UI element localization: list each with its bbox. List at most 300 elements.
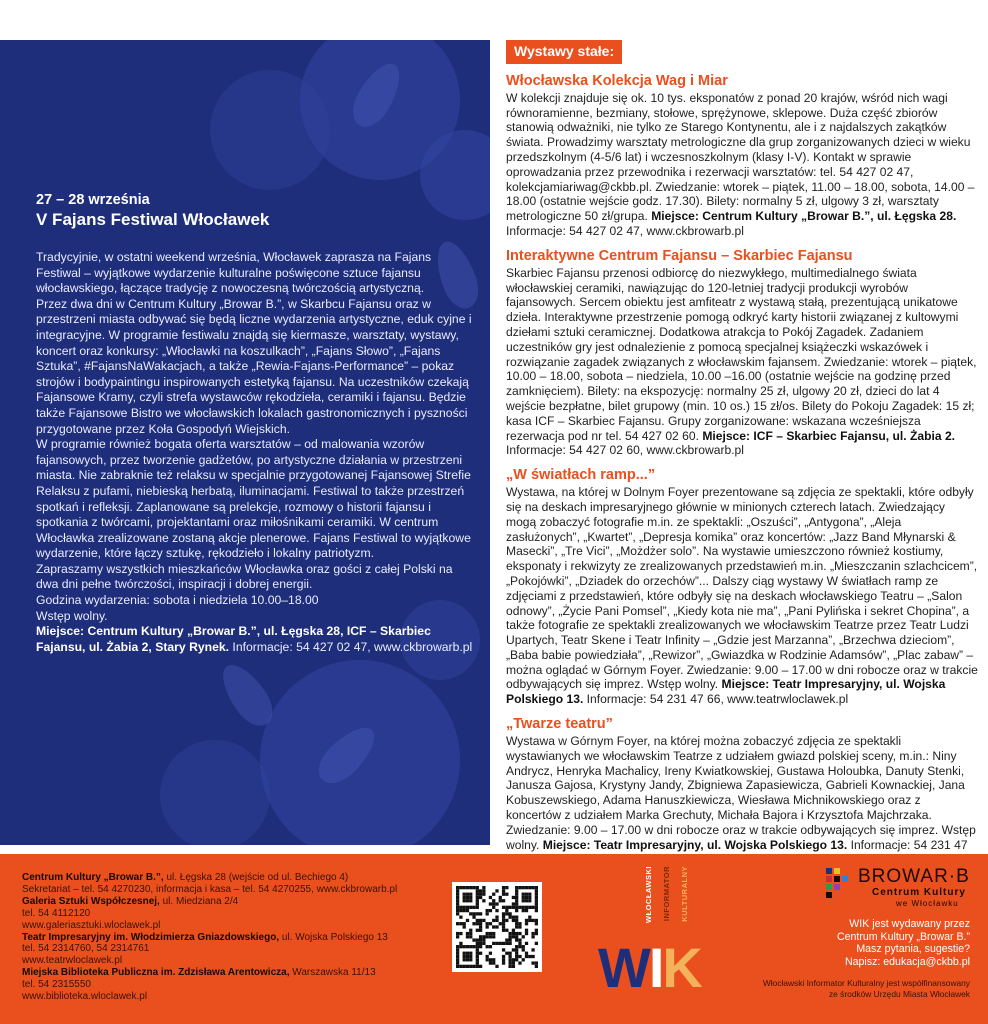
qr-module <box>522 899 525 902</box>
qr-module <box>535 906 538 909</box>
qr-module <box>512 965 515 968</box>
qr-module <box>508 958 511 961</box>
qr-module <box>512 958 515 961</box>
qr-module <box>479 925 482 928</box>
qr-module <box>479 938 482 941</box>
qr-module <box>463 952 466 955</box>
qr-module <box>476 955 479 958</box>
qr-module <box>486 925 489 928</box>
qr-module <box>479 919 482 922</box>
contact-line: tel. 54 4112120 <box>22 907 91 919</box>
qr-module <box>502 955 505 958</box>
qr-module <box>492 958 495 961</box>
qr-module <box>476 929 479 932</box>
qr-module <box>515 952 518 955</box>
qr-module <box>502 922 505 925</box>
qr-module <box>508 955 511 958</box>
qr-module <box>531 961 534 964</box>
exhibition-place: Miejsce: Teatr Impresaryjny, ul. Wojska Polskiego 13. <box>506 677 946 707</box>
qr-module <box>459 922 462 925</box>
qr-module <box>535 919 538 922</box>
qr-module <box>476 912 479 915</box>
qr-module <box>522 896 525 899</box>
footer <box>0 854 988 1024</box>
qr-module <box>535 899 538 902</box>
qr-module <box>505 906 508 909</box>
qr-module <box>469 958 472 961</box>
qr-module <box>492 925 495 928</box>
qr-module <box>495 889 498 892</box>
exhibition-info: Informacje: 54 231 47 66, www.teatrwloclawek.pl <box>583 692 849 707</box>
qr-module <box>469 965 472 968</box>
qr-module <box>463 909 466 912</box>
qr-module <box>472 912 475 915</box>
qr-module <box>531 886 534 889</box>
qr-module <box>456 909 459 912</box>
qr-module <box>528 896 531 899</box>
qr-module <box>486 912 489 915</box>
exhibition-title: „W światłach ramp...” <box>506 467 656 484</box>
qr-module <box>466 935 469 938</box>
qr-module <box>502 893 505 896</box>
qr-module <box>535 965 538 968</box>
qr-module <box>476 922 479 925</box>
festival-panel <box>0 40 490 845</box>
qr-module <box>482 938 485 941</box>
qr-module <box>456 899 459 902</box>
qr-module <box>482 899 485 902</box>
qr-module <box>466 896 469 899</box>
qr-module <box>476 906 479 909</box>
qr-module <box>466 952 469 955</box>
qr-module <box>489 961 492 964</box>
qr-module <box>495 925 498 928</box>
qr-module <box>469 932 472 935</box>
qr-module <box>492 899 495 902</box>
qr-module <box>531 906 534 909</box>
qr-module <box>492 935 495 938</box>
qr-module <box>502 961 505 964</box>
qr-module <box>472 945 475 948</box>
qr-module <box>531 955 534 958</box>
qr-module <box>522 948 525 951</box>
qr-module <box>463 906 466 909</box>
qr-module <box>463 925 466 928</box>
qr-module <box>476 886 479 889</box>
qr-module <box>476 952 479 955</box>
qr-module <box>505 919 508 922</box>
qr-module <box>463 922 466 925</box>
qr-module <box>515 922 518 925</box>
exhibition-text: W kolekcji znajduje się ok. 10 tys. eksponatów z ponad 20 krajów, wśród nich wagi równoramienne, bezmiany, stołowe, sprężynowe, sklepowe. Duża część zbiorów stanowią odważniki, nie tylko ze Starego Kontynentu, ale i z najdalszych zakątków świata. Prowadzimy warsztaty metrologiczne dla grup zorganizowanych dzieci w wieku przedszkolnym (4-5/6 lat) i wczesnoszkolnym (klasy I-V). Kontakt w sprawie oprowadzania przez przewodnika i rezerwacji warsztatów: tel. 54 427 02 47, kolekcjamiariwag@ckbb.pl. Zwiedzanie: wtorek – piątek, 11.00 – 18.00, sobota, 14.00 – 18.00 (ostatnie wejście godz. 17.30). Bilety: normalny 5 zł, ulgowy 3 zł, warsztaty metrologiczne 50 zł/grupa. <box>506 90 975 224</box>
qr-module <box>525 919 528 922</box>
qr-module <box>512 961 515 964</box>
exhibition-title: „Twarze teatru” <box>506 716 613 733</box>
exhibition-description <box>506 266 978 458</box>
qr-module <box>525 906 528 909</box>
qr-module <box>495 942 498 945</box>
qr-module <box>486 909 489 912</box>
qr-module <box>476 896 479 899</box>
qr-module <box>456 912 459 915</box>
contact-line: tel. 54 2314760, 54 2314761 <box>22 943 150 955</box>
floral-ornament <box>210 70 330 190</box>
festival-entry: Wstęp wolny. <box>36 608 108 623</box>
qr-module <box>515 916 518 919</box>
qr-module <box>492 919 495 922</box>
qr-module <box>463 893 466 896</box>
qr-module <box>515 948 518 951</box>
exhibition-description <box>506 91 978 239</box>
qr-module <box>528 955 531 958</box>
exhibition-text: Wystawa w Górnym Foyer, na której można zobaczyć zdjęcia ze spektakli wystawianych we włocławskim Teatrze z udziałem gwiazd polskiej sceny, m.in.: Niny Andrycz, Henryka Machalicy, Ireny Kwiatkowskiej, Gustawa Holoubka, Danuty Stenki, Janusza Gajosa, Krystyny Jandy, Zbigniewa Zapasiewicza, Gabrieli Kownackiej, Jana Kobuszewskiego, Adama Hanuszkiewicza, Wiesława Michnikowskiego oraz z koncertów z udziałem Marka Grechuty, Michała Bajora i Krzysztofa Majchrzaka. Zwiedzanie: 9.00 – 17.00 w dni robocze oraz w trakcie odbywających się imprez. Wstęp wolny. <box>506 734 976 852</box>
qr-module <box>459 916 462 919</box>
qr-module <box>472 906 475 909</box>
qr-module <box>479 935 482 938</box>
qr-module <box>515 935 518 938</box>
qr-module <box>505 942 508 945</box>
festival-place-bold: Miejsce: Centrum Kultury „Browar B.”, ul. Łęgska 28, ICF – Skarbiec Fajansu, ul. Żabia 2, Stary Rynek. <box>36 624 431 654</box>
qr-module <box>535 889 538 892</box>
exhibition-description <box>506 485 978 707</box>
exhibition-place: Miejsce: Teatr Impresaryjny, ul. Wojska Polskiego 13. <box>542 837 848 852</box>
qr-module <box>463 899 466 902</box>
qr-module <box>466 906 469 909</box>
qr-module <box>482 942 485 945</box>
qr-module <box>472 916 475 919</box>
qr-module <box>479 952 482 955</box>
qr-module <box>489 945 492 948</box>
qr-module <box>518 945 521 948</box>
qr-module <box>466 932 469 935</box>
qr-module <box>492 902 495 905</box>
qr-module <box>505 893 508 896</box>
qr-module <box>522 935 525 938</box>
qr-module <box>482 893 485 896</box>
qr-module <box>512 916 515 919</box>
qr-module <box>515 958 518 961</box>
qr-module <box>499 896 502 899</box>
qr-module <box>528 886 531 889</box>
qr-module <box>502 948 505 951</box>
festival-hours: Godzina wydarzenia: sobota i niedziela 10.00–18.00 <box>36 593 319 608</box>
qr-module <box>515 945 518 948</box>
qr-module <box>522 945 525 948</box>
qr-module <box>459 945 462 948</box>
qr-module <box>492 961 495 964</box>
qr-module <box>489 896 492 899</box>
qr-module <box>456 902 459 905</box>
qr-module <box>515 893 518 896</box>
qr-module <box>456 952 459 955</box>
qr-module <box>466 909 469 912</box>
qr-module <box>502 906 505 909</box>
qr-module <box>515 902 518 905</box>
wik-vertical-label: KULTURALNY <box>680 866 689 922</box>
qr-module <box>469 935 472 938</box>
qr-module <box>531 935 534 938</box>
wik-vertical-label: WŁOCŁAWSKI <box>644 866 653 924</box>
qr-module <box>508 935 511 938</box>
festival-paragraph: Zapraszamy wszystkich mieszkańców Włocławka oraz gości z całej Polski na dwa dni pełne twórczości, inspiracji i dobrej energii. <box>36 561 453 592</box>
exhibition-text: Wystawa, na której w Dolnym Foyer prezentowane są zdjęcia ze spektakli, które odbyły się na deskach impresaryjnego głównie w minionych czterech latach. Zwiedzający mogą zobaczyć fotografie m.in. ze spektakli: „Oszuści”, „Antygona”, „Aleja zasłużonych”, „Kwartet”, „Depresja komika” oraz koncertów: „Jazz Band Młynarski & Masecki”, „Tre Vici”, „Możdżer solo”. Na wystawie umieszczono również kostiumy, eksponaty i rekwizyty ze zrealizowanych przedstawień m.in. „Mieszczanin szlachcicem”, „Pokojówki”, „Dziadek do orzechów”... Dalszy ciąg wystawy W światłach ramp ze zdjęciami z przedstawień, które odbyły się na deskach włocławskiego Teatru – „Salon odnowy”, „Życie Pani Pomsel”, „Kiedy kota nie ma”, „Pani Pylińska i sekret Chopina”, a także fotografie ze spektakli zrealizowanych we włocławskim Teatrze przez Teatr Ludzi Upartych, Teatr Skene i Teatr Infinity – „Gdzie jest Marzanna”, „Brzechwa dzieciom”, „Baba babie powiedziała”, „Rewizor”, „Gwiazdka w Rodzinie Adamsów”, „Plac zabaw” – można oglądać w Górnym Foyer. Zwiedzanie: 9.00 – 17.00 w dni robocze oraz w trakcie odbywających się imprez. Wstęp wolny. <box>506 485 978 692</box>
qr-module <box>472 922 475 925</box>
qr-module <box>495 916 498 919</box>
qr-module <box>469 896 472 899</box>
browar-logo-name: BROWAR·B <box>858 866 970 887</box>
qr-module <box>489 922 492 925</box>
qr-module <box>459 965 462 968</box>
qr-module <box>502 919 505 922</box>
exhibition-info: Informacje: 54 427 02 60, www.ckbrowarb.pl <box>506 443 744 458</box>
festival-paragraph: W programie również bogata oferta warsztatów – od malowania wzorów fajansowych, przez tworzenie gadżetów, po artystyczne działania w przestrzeni miasta. Nie zabraknie też relaksu w specjalnie przygotowanej Fajansowej Strefie Relaksu z pufami, niebieską herbatą, iluminacjami. Festiwal to także przestrzeń spotkań i refleksji. Zaplanowane są prelekcje, rozmowy o historii fajansu i spotkania z twórcami, projektantami oraz miłośnikami ceramiki. W centrum Włocławka zrealizowane zostaną akcje plenerowe. Fajans Festiwal to wyjątkowe wydarzenie, które łączy sztukę, rękodzieło i lokalny patriotyzm. <box>36 437 471 561</box>
browar-logo-icon <box>824 866 854 906</box>
qr-module <box>492 932 495 935</box>
qr-module <box>522 909 525 912</box>
qr-module <box>535 902 538 905</box>
qr-module <box>518 925 521 928</box>
qr-module <box>535 929 538 932</box>
qr-module <box>531 932 534 935</box>
qr-module <box>456 889 459 892</box>
wik-vertical-label: INFORMATOR <box>662 866 671 922</box>
qr-module <box>508 942 511 945</box>
qr-module <box>535 896 538 899</box>
festival-paragraph: Tradycyjnie, w ostatni weekend września, Włocławek zaprasza na Fajans Festiwal – wyjątkowe wydarzenie kulturalne poświęcone sztuce fajansu włocławskiego, łączące tradycję z nowoczesną twórczością artystyczną. <box>36 250 432 296</box>
qr-module <box>525 909 528 912</box>
qr-module <box>469 945 472 948</box>
qr-module <box>508 912 511 915</box>
qr-module <box>535 909 538 912</box>
contact-link[interactable]: www.biblioteka.wloclawek.pl <box>22 991 148 1003</box>
exhibition-place: Miejsce: Centrum Kultury „Browar B.”, ul. Łęgska 28. <box>651 209 957 224</box>
browar-logo-subtitle: Centrum Kultury <box>872 887 966 898</box>
qr-module <box>489 909 492 912</box>
qr-module <box>518 886 521 889</box>
qr-module <box>535 932 538 935</box>
qr-module <box>515 886 518 889</box>
qr-module <box>512 902 515 905</box>
qr-module <box>459 886 462 889</box>
qr-module <box>515 955 518 958</box>
contact-line: tel. 54 2315550 <box>22 979 91 991</box>
qr-module <box>528 919 531 922</box>
exhibition-place: Miejsce: ICF – Skarbiec Fajansu, ul. Żabia 2. <box>702 428 956 443</box>
qr-module <box>456 961 459 964</box>
qr-module <box>469 929 472 932</box>
qr-module <box>482 889 485 892</box>
qr-module <box>479 942 482 945</box>
qr-module <box>515 889 518 892</box>
qr-module <box>502 929 505 932</box>
qr-module <box>456 886 459 889</box>
qr-module <box>515 919 518 922</box>
qr-code-icon <box>456 886 538 968</box>
qr-module <box>515 906 518 909</box>
qr-module <box>528 916 531 919</box>
qr-module <box>459 909 462 912</box>
qr-module <box>489 932 492 935</box>
qr-module <box>502 899 505 902</box>
qr-module <box>479 912 482 915</box>
qr-module <box>479 893 482 896</box>
contact-line: Teatr Impresaryjny im. Włodzimierza Gniazdowskiego, ul. Wojska Polskiego 13 <box>22 931 388 943</box>
qr-module <box>512 919 515 922</box>
qr-module <box>505 886 508 889</box>
qr-module <box>499 942 502 945</box>
qr-module <box>479 889 482 892</box>
qr-module <box>456 893 459 896</box>
qr-module <box>508 952 511 955</box>
qr-module <box>466 899 469 902</box>
qr-module <box>505 952 508 955</box>
qr-module <box>502 925 505 928</box>
qr-module <box>466 893 469 896</box>
qr-module <box>472 886 475 889</box>
qr-module <box>486 945 489 948</box>
qr-module <box>469 893 472 896</box>
qr-module <box>472 938 475 941</box>
qr-module <box>463 958 466 961</box>
qr-module <box>492 893 495 896</box>
qr-module <box>512 932 515 935</box>
qr-module <box>459 906 462 909</box>
festival-place <box>36 624 476 655</box>
qr-module <box>525 922 528 925</box>
qr-module <box>459 932 462 935</box>
qr-module <box>525 929 528 932</box>
qr-module <box>472 965 475 968</box>
qr-module <box>466 886 469 889</box>
qr-module <box>495 909 498 912</box>
qr-module <box>466 919 469 922</box>
qr-module <box>505 929 508 932</box>
qr-module <box>476 938 479 941</box>
qr-module <box>508 938 511 941</box>
qr-module <box>502 886 505 889</box>
qr-module <box>505 938 508 941</box>
qr-module <box>525 896 528 899</box>
qr-module <box>518 942 521 945</box>
qr-module <box>486 935 489 938</box>
qr-module <box>476 958 479 961</box>
exhibition-description <box>506 734 978 867</box>
qr-module <box>466 958 469 961</box>
qr-code[interactable] <box>452 882 542 972</box>
exhibitions-column <box>506 40 978 867</box>
qr-module <box>499 922 502 925</box>
qr-module <box>479 945 482 948</box>
exhibition-info: Informacje: 54 231 47 <box>850 837 968 852</box>
qr-module <box>463 886 466 889</box>
qr-module <box>463 965 466 968</box>
qr-module <box>505 909 508 912</box>
qr-module <box>512 935 515 938</box>
wik-logo: WIK <box>598 936 701 999</box>
qr-module <box>512 896 515 899</box>
qr-module <box>499 899 502 902</box>
footer-funding-note: Włocławski Informator Kulturalny jest współfinansowany ze środków Urzędu Miasta Włocławek <box>762 978 970 999</box>
qr-module <box>515 899 518 902</box>
qr-module <box>515 909 518 912</box>
qr-module <box>515 896 518 899</box>
qr-module <box>469 912 472 915</box>
qr-module <box>512 906 515 909</box>
qr-module <box>476 942 479 945</box>
qr-module <box>456 906 459 909</box>
qr-module <box>535 942 538 945</box>
qr-module <box>495 965 498 968</box>
contact-link[interactable]: www.teatrwloclawek.pl <box>22 955 123 967</box>
contact-email-link[interactable]: Napisz: edukacja@ckbb.pl <box>845 955 970 968</box>
qr-module <box>518 932 521 935</box>
contact-link[interactable]: www.galeriasztuki.wloclawek.pl <box>22 919 161 931</box>
qr-module <box>531 919 534 922</box>
contact-line: Centrum Kultury „Browar B.”, ul. Łęgska 28 (wejście od ul. Bechiego 4) <box>22 872 349 883</box>
qr-module <box>525 932 528 935</box>
qr-module <box>469 899 472 902</box>
qr-module <box>528 899 531 902</box>
qr-module <box>505 912 508 915</box>
qr-module <box>486 958 489 961</box>
floral-ornament <box>160 740 270 845</box>
qr-module <box>456 965 459 968</box>
qr-module <box>489 902 492 905</box>
qr-module <box>469 886 472 889</box>
qr-module <box>469 906 472 909</box>
qr-module <box>522 893 525 896</box>
qr-module <box>456 935 459 938</box>
qr-module <box>466 955 469 958</box>
qr-module <box>492 906 495 909</box>
exhibition-text: Skarbiec Fajansu przenosi odbiorcę do niezwykłego, multimedialnego świata włocławskiej ceramiki, nawiązując do 120-letniej tradycji produkcji wyrobów fajansowych. Sercem obiektu jest amfiteatr z wystawą stałą, prezentującą unikatowe dzieła. Interaktywne przestrzenie pomogą odkryć karty historii związanej z kultowymi dziełami sztuki ceramicznej. Dodatkowa atrakcja to Pokój Zagadek. Zadaniem uczestników gry jest odnalezienie z pomocą specjalnej książeczki wskazówek i rozwiązanie zagadek związanych z włocławskim fajansem. Zwiedzanie: wtorek – piątek, 10.00 – 18.00, sobota – niedziela, 10.00 –16.00 (ostatnie wejście na godzinę przed zamknięciem). Bilety: na ekspozycję: normalny 25 zł, ulgowy 20 zł, dzieci do lat 4 wejście bezpłatne, bilet grupowy (min. 10 os.) 15 zł/os. Bilety do Pokoju Zagadek: 15 zł; kasa ICF – Skarbiec Fajansu. Grupy zorganizowane: wskazana wcześniejsza rezerwacja pod nr tel. 54 427 02 60. <box>506 265 977 443</box>
browar-logo-city: we Włocławku <box>896 899 959 908</box>
qr-module <box>508 965 511 968</box>
qr-module <box>518 922 521 925</box>
qr-module <box>456 955 459 958</box>
qr-module <box>476 919 479 922</box>
festival-description <box>36 250 476 655</box>
qr-module <box>518 961 521 964</box>
contact-line: Miejska Biblioteka Publiczna im. Zdzisława Arentowicza, Warszawska 11/13 <box>22 967 376 979</box>
qr-module <box>518 906 521 909</box>
qr-module <box>508 932 511 935</box>
qr-module <box>479 965 482 968</box>
qr-module <box>508 916 511 919</box>
qr-module <box>535 886 538 889</box>
contact-line: Sekretariat – tel. 54 4270230, informacja i kasa – tel. 54 4270255, www.ckbrowarb.pl <box>22 883 398 895</box>
qr-module <box>482 919 485 922</box>
qr-module <box>502 912 505 915</box>
qr-module <box>528 906 531 909</box>
qr-module <box>535 961 538 964</box>
qr-module <box>469 952 472 955</box>
qr-module <box>525 893 528 896</box>
qr-module <box>502 942 505 945</box>
qr-module <box>515 932 518 935</box>
qr-module <box>489 935 492 938</box>
qr-module <box>456 948 459 951</box>
qr-module <box>479 929 482 932</box>
qr-module <box>466 965 469 968</box>
qr-module <box>476 961 479 964</box>
qr-module <box>522 906 525 909</box>
qr-module <box>486 932 489 935</box>
qr-module <box>528 893 531 896</box>
qr-module <box>489 952 492 955</box>
qr-module <box>476 889 479 892</box>
qr-module <box>466 945 469 948</box>
